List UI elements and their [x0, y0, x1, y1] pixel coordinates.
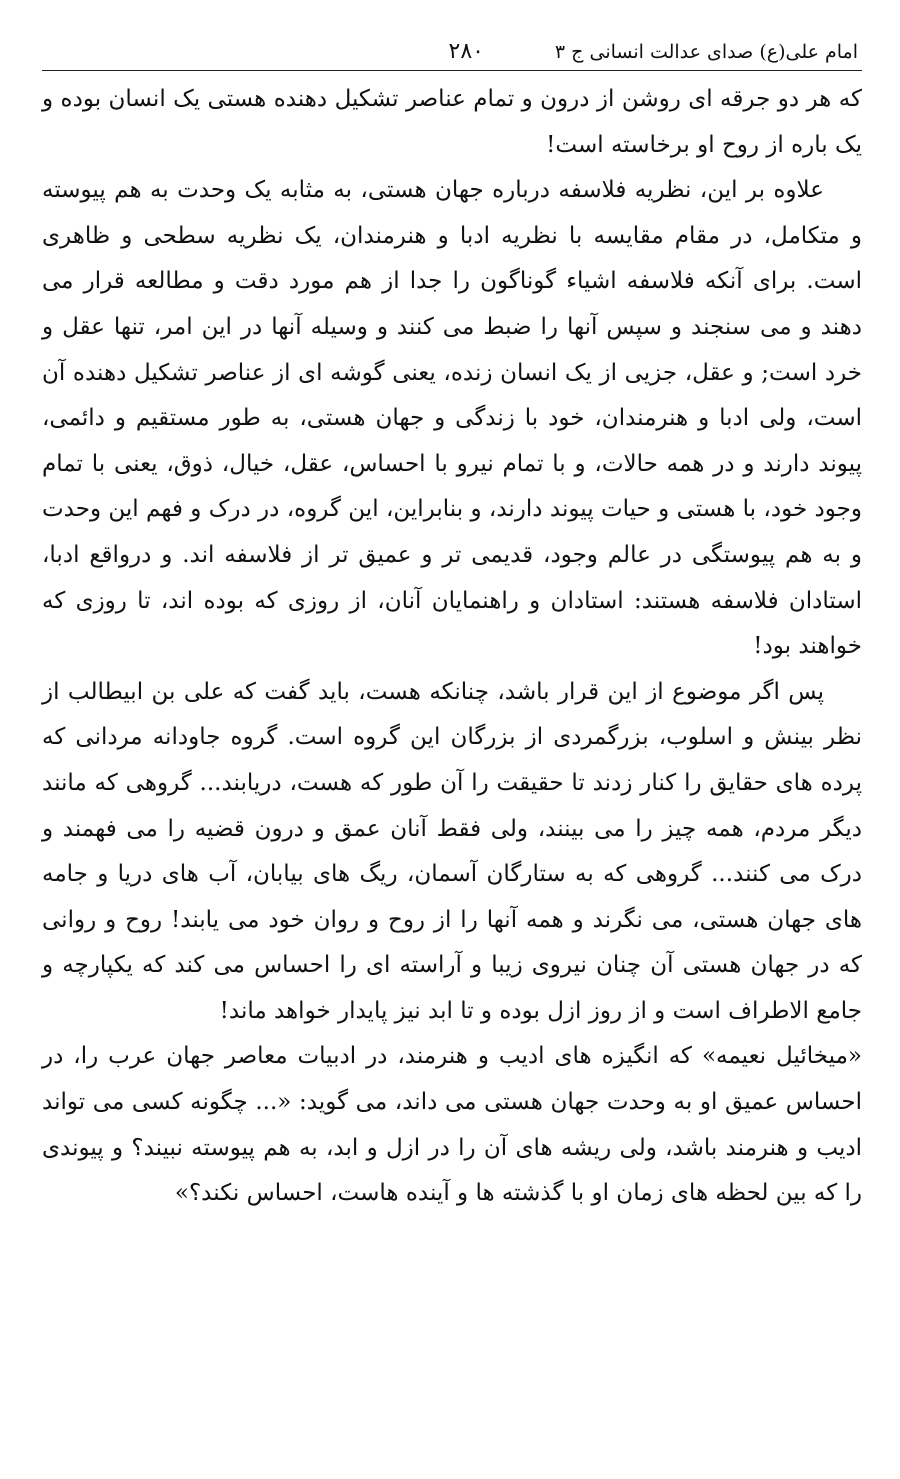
- body-text: [42, 77, 862, 1217]
- paragraph-4: «میخائیل نعیمه» که انگیزه های ادیب و هنرمند، در ادبیات معاصر جهان عرب را، در احساس عمیق او به وحدت جهان هستی می داند، می گوید: «... چگونه کسی می تواند ادیب و هنرمند باشد، ولی ریشه های آن را در ازل و ابد، به هم پیوسته نبیند؟ و پیوندی را که بین لحظه های زمان او با گذشته ها و آینده هاست، احساس نکند؟»: [42, 1043, 862, 1207]
- book-title: امام علی(ع) صدای عدالت انسانی ج ۳: [554, 41, 858, 63]
- book-page: [42, 30, 862, 1450]
- paragraph-2: علاوه بر این، نظریه فلاسفه درباره جهان هستی، به مثابه یک وحدت به هم پیوسته و متکامل، در مقام مقایسه با نظریه ادبا و هنرمندان، یک نظریه سطحی و ظاهری است. برای آنکه فلاسفه اشیاء گوناگون را جدا از هم مورد دقت و مطالعه قرار می دهند و می سنجند و سپس آنها را ضبط می کنند و وسیله آنها در این امر، تنها عقل و خرد است; و عقل، جزیی از یک انسان زنده، یعنی گوشه ای از عناصر تشکیل دهنده آن است، ولی ادبا و هنرمندان، خود با زندگی و جهان هستی، به طور مستقیم و دائمی، پیوند دارند و در همه حالات، و با تمام نیرو با احساس، عقل، خیال، ذوق، یعنی با تمام وجود خود، با هستی و حیات پیوند دارند، و بنابراین، این گروه، در درک و فهم این وحدت و به هم پیوستگی در عالم وجود، قدیمی تر و عمیق تر از فلاسفه اند. و درواقع ادبا، استادان فلاسفه هستند: استادان و راهنمایان آنان، از روزی که بوده اند، تا روزی که خواهند بود!: [42, 177, 862, 660]
- paragraph-3: پس اگر موضوع از این قرار باشد، چنانکه هست، باید گفت که علی بن ابیطالب از نظر بینش و اسلوب، بزرگمردی از بزرگان این گروه است. گروه جاودانه مردانی که پرده های حقایق را کنار زدند تا حقیقت را آن طور که هست، دریابند... گروهی که مانند دیگر مردم، همه چیز را می بینند، ولی فقط آنان عمق و درون قضیه را می فهمند و درک می کنند... گروهی که به ستارگان آسمان، ریگ های بیابان، آب های دریا و جامه های جهان هستی، می نگرند و همه آنها را از روح و روان خود می یابند! روح و روانی که در جهان هستی آن چنان نیروی زیبا و آراسته ای را احساس می کند که یکپارچه و جامع الاطراف است و از روز ازل بوده و تا ابد نیز پایدار خواهد ماند!: [42, 678, 862, 1024]
- running-header: [42, 30, 862, 71]
- page-number: ۲۸۰: [448, 39, 484, 64]
- paragraph-1: که هر دو جرقه ای روشن از درون و تمام عناصر تشکیل دهنده هستی یک انسان بوده و یک باره از روح او برخاسته است!: [42, 86, 862, 158]
